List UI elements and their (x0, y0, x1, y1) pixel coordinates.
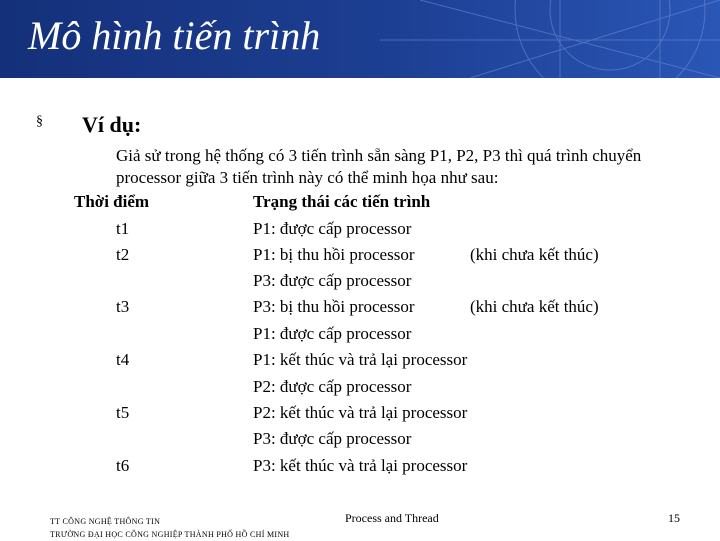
intro-text: Giả sử trong hệ thống có 3 tiến trình sẵn sàng P1, P2, P3 thì quá trình chuyển processor giữa 3 tiến trình này có thể minh họa như sau: (116, 146, 642, 187)
footer-org-line1: TT CÔNG NGHỆ THÔNG TIN (50, 517, 161, 526)
column-header-state: Trạng thái các tiến trình (253, 192, 431, 211)
footer-org-line2: TRƯỜNG ĐẠI HỌC CÔNG NGHIỆP THÀNH PHỐ HỒ CHÍ MINH (50, 530, 290, 539)
time-cell: t3 (116, 297, 130, 316)
state-cell: P3: kết thúc và trả lại processor (253, 456, 468, 475)
state-cell: P1: được cấp processor (253, 219, 412, 238)
state-cell: P1: kết thúc và trả lại processor (253, 350, 468, 369)
state-cell: P3: được cấp processor (253, 271, 412, 290)
slide-header (0, 0, 720, 78)
note-cell: (khi chưa kết thúc) (470, 297, 599, 316)
time-cell: t5 (116, 403, 130, 422)
time-cell: t6 (116, 456, 130, 475)
time-cell: t4 (116, 350, 130, 369)
footer-organization (50, 515, 290, 541)
time-cell: t2 (116, 245, 130, 264)
state-cell: P1: được cấp processor (253, 324, 412, 343)
state-cell: P3: bị thu hồi processor (253, 297, 415, 316)
note-cell: (khi chưa kết thúc) (470, 245, 599, 264)
bullet-icon: § (36, 114, 43, 129)
state-cell: P1: bị thu hồi processor (253, 245, 415, 264)
footer-topic: Process and Thread (345, 511, 439, 525)
time-cell: t1 (116, 219, 130, 238)
state-cell: P3: được cấp processor (253, 429, 412, 448)
state-cell: P2: được cấp processor (253, 377, 412, 396)
slide-title: Mô hình tiến trình (28, 13, 321, 58)
state-cell: P2: kết thúc và trả lại processor (253, 403, 468, 422)
example-heading: Ví dụ: (82, 112, 142, 137)
page-number: 15 (668, 511, 680, 525)
column-header-time: Thời điểm (74, 192, 150, 211)
